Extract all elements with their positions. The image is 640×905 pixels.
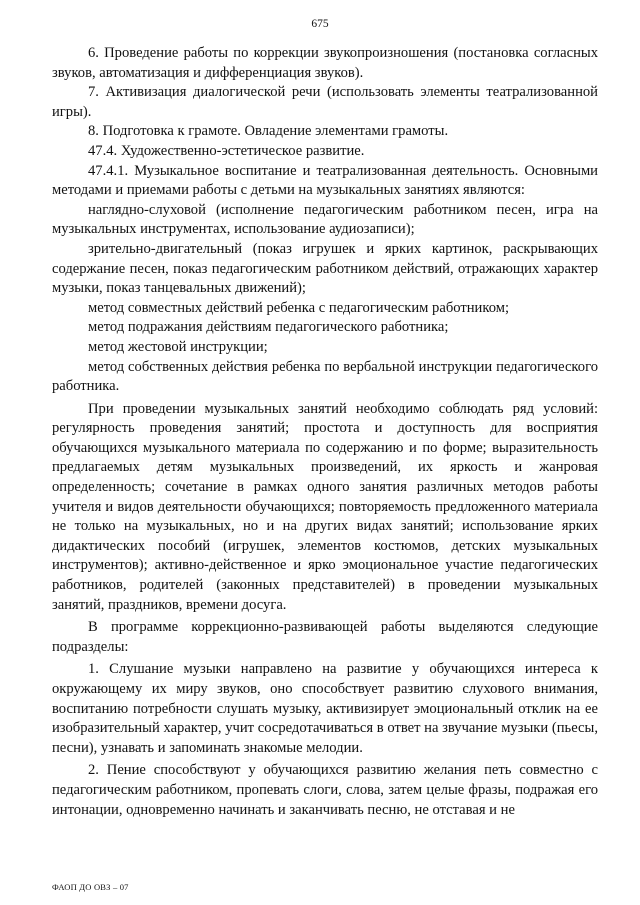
document-footer: ФАОП ДО ОВЗ – 07 bbox=[52, 882, 129, 892]
paragraph-item-7: 7. Активизация диалогической речи (использовать элементы театрализованной игры). bbox=[52, 84, 598, 120]
subsection-singing: 2. Пение способствуют у обучающихся развитию желания петь совместно с педагогическим работником, пропевать слоги, слова, затем целые фразы, подражая его интонации, одновременно начинать и заканчивать песню, не отставая и не bbox=[52, 762, 598, 818]
method-own-actions: метод собственных действия ребенка по вербальной инструкции педагогического работника. bbox=[52, 358, 598, 395]
subsections-intro: В программе коррекционно-развивающей работы выделяются следующие подразделы: bbox=[52, 619, 598, 655]
paragraph-item-6: 6. Проведение работы по коррекции звукопроизношения (постановка согласных звуков, автоматизация и дифференциация звуков). bbox=[52, 45, 598, 81]
subsection-listening: 1. Слушание музыки направлено на развитие у обучающихся интереса к окружающему их миру звуков, оно способствует развитию слухового внимания, воспитанию потребности слушать музыку, активизирует эмоциональный отклик на ее изобразительный характер, учит сосредотачиваться в ответ на звучание музыки (пьесы, песни), узнавать и запоминать знакомые мелодии. bbox=[52, 661, 598, 756]
section-heading-47-4: 47.4. Художественно-эстетическое развитие. bbox=[88, 142, 365, 159]
method-gesture-instruction: метод жестовой инструкции; bbox=[88, 338, 268, 355]
method-visual-auditory: наглядно-слуховой (исполнение педагогическим работником песен, игра на музыкальных инструментах, использование аудиозаписи); bbox=[52, 201, 598, 238]
conditions-paragraph: При проведении музыкальных занятий необходимо соблюдать ряд условий: регулярность проведения занятий; простота и доступность для восприятия обучающихся музыкального материала по содержанию и по форме; выразительность предлагаемых детям музыкальных произведений, их яркость и жанровая определенность; сочетание в рамках одного занятия различных методов работы учителя и видов деятельности обучающихся; повторяемость предложенного материала не только на музыкальных, но и на других видах занятий; использование ярких дидактических пособий (игрушек, элементов костюмов, детских музыкальных инструментов); активно-действенное и ярко эмоциональное участие педагогических работников, родителей (законных представителей) в проведении музыкальных занятий, праздников, времени досуга. bbox=[52, 400, 598, 613]
paragraph-item-8: 8. Подготовка к грамоте. Овладение элементами грамоты. bbox=[88, 123, 449, 140]
section-47-4-1-intro: 47.4.1. Музыкальное воспитание и театрализованная деятельность. Основными методами и приемами работы с детьми на музыкальных занятиях являются: bbox=[52, 162, 598, 199]
method-visual-motor: зрительно-двигательный (показ игрушек и ярких картинок, раскрывающих содержание песен, показ педагогическим работником действий, отражающих характер музыки, показ танцевальных движений); bbox=[52, 240, 598, 297]
method-imitation: метод подражания действиям педагогического работника; bbox=[88, 319, 449, 336]
page-number: 675 bbox=[311, 18, 329, 30]
method-joint-actions: метод совместных действий ребенка с педагогическим работником; bbox=[88, 299, 510, 316]
document-body bbox=[52, 44, 598, 820]
